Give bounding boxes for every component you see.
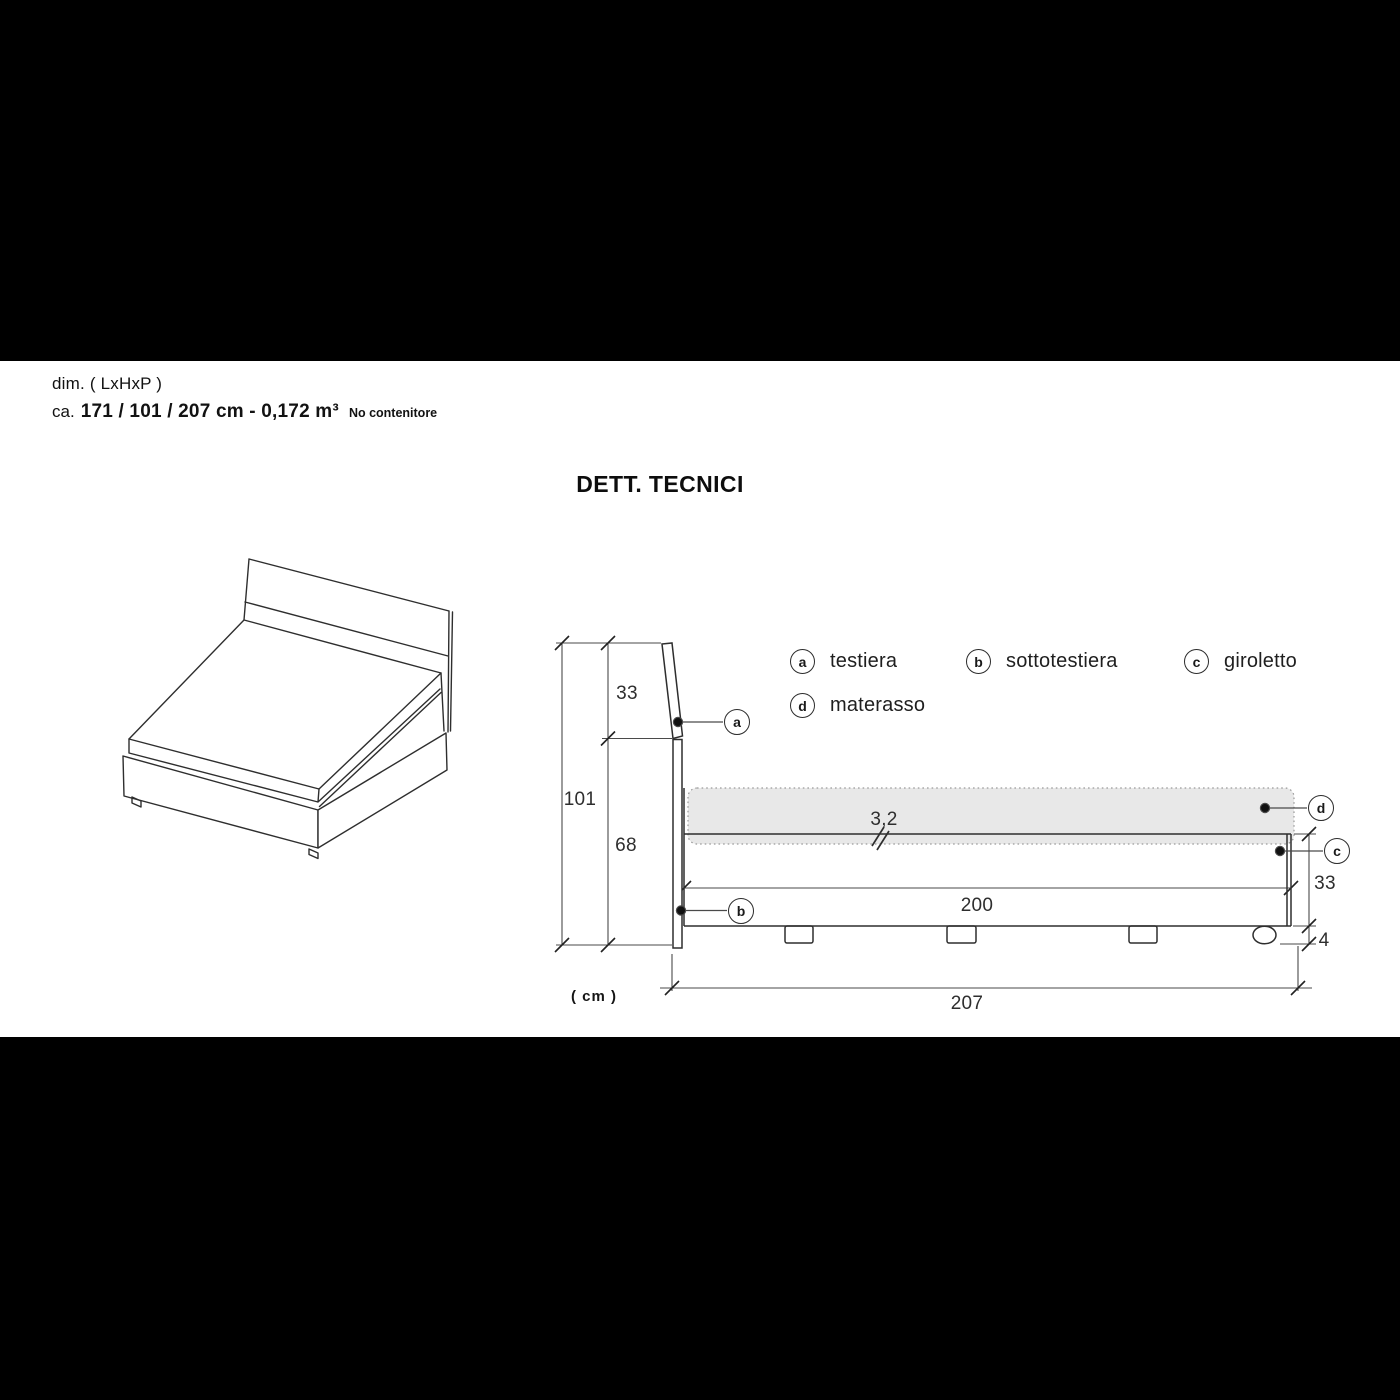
header-block bbox=[52, 374, 437, 423]
dim-frame-top-thickness: 3,2 bbox=[870, 809, 898, 830]
legend-item-testiera bbox=[790, 649, 897, 674]
underhead-panel-side bbox=[673, 740, 682, 949]
callout-c-giroletto: c bbox=[1324, 838, 1350, 864]
foot-3 bbox=[1129, 926, 1157, 943]
dim-headboard-top-height: 33 bbox=[616, 683, 638, 704]
legend-item-sottotestiera bbox=[966, 649, 1118, 674]
legend-bubble-c: c bbox=[1184, 649, 1209, 674]
dimensions-label: dim. ( LxHxP ) bbox=[52, 374, 163, 393]
iso-bed-drawing bbox=[123, 559, 453, 859]
dim-frame-side-height: 33 bbox=[1314, 873, 1336, 894]
foot-1 bbox=[785, 926, 813, 943]
legend-bubble-b: b bbox=[966, 649, 991, 674]
legend-bubble-d: d bbox=[790, 693, 815, 718]
dim-lower-height: 68 bbox=[615, 835, 637, 856]
legend-item-materasso bbox=[790, 693, 925, 718]
foot-wheel bbox=[1253, 926, 1276, 944]
callout-a-testiera: a bbox=[724, 709, 750, 735]
dim-total-height: 101 bbox=[563, 789, 597, 810]
dim-total-length: 207 bbox=[950, 993, 984, 1014]
foot-2 bbox=[947, 926, 976, 943]
unit-label: ( cm ) bbox=[570, 988, 617, 1005]
no-container-note: No contenitore bbox=[348, 406, 438, 420]
legend-bubble-a: a bbox=[790, 649, 815, 674]
legend-label-materasso: materasso bbox=[830, 694, 926, 716]
content-area bbox=[0, 361, 1400, 1037]
dimensions-value: 171 / 101 / 207 cm - 0,172 m³ bbox=[80, 401, 339, 422]
legend-item-giroletto bbox=[1184, 649, 1297, 674]
section-title: DETT. TECNICI bbox=[576, 471, 744, 497]
dimensions-prefix: ca. bbox=[52, 402, 75, 421]
mattress-side bbox=[688, 788, 1294, 844]
callout-b-sottotestiera: b bbox=[728, 898, 754, 924]
legend-label-sottotestiera: sottotestiera bbox=[1006, 650, 1118, 672]
dim-foot-height: 4 bbox=[1318, 930, 1330, 951]
callout-d-materasso: d bbox=[1308, 795, 1334, 821]
legend-label-giroletto: giroletto bbox=[1224, 650, 1297, 672]
legend-label-testiera: testiera bbox=[830, 650, 898, 672]
dim-inner-length: 200 bbox=[960, 895, 994, 916]
technical-drawing-svg bbox=[0, 361, 1400, 1037]
